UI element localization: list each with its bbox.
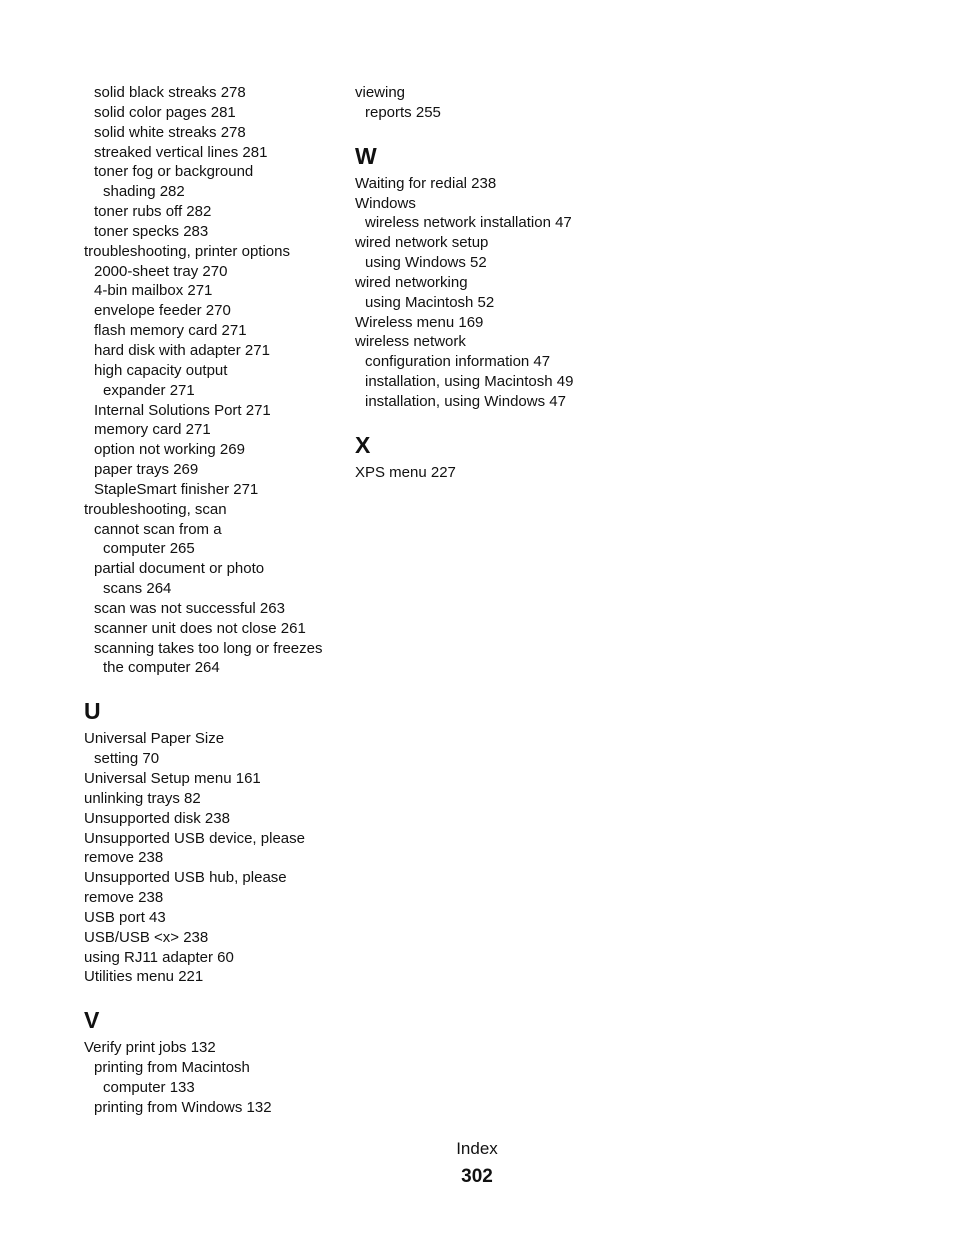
index-entry: Windows: [355, 194, 416, 212]
index-subentry: streaked vertical lines 281: [94, 143, 268, 161]
index-subentry: using Windows 52: [365, 254, 487, 272]
index-subentry: cannot scan from a: [94, 520, 222, 538]
index-subentry: partial document or photo: [94, 560, 265, 578]
index-subentry: shading 282: [103, 183, 185, 201]
index-entry: Verify print jobs 132: [84, 1039, 216, 1057]
index-entry: Unsupported USB hub, please: [84, 869, 287, 887]
index-entry: using RJ11 adapter 60: [84, 948, 234, 966]
index-subentry: 2000-sheet tray 270: [94, 262, 228, 280]
index-subentry: scanning takes too long or freezes: [94, 639, 323, 657]
index-subentry: high capacity output: [94, 361, 228, 379]
index-subentry: toner specks 283: [94, 222, 209, 240]
index-subentry: scans 264: [103, 580, 172, 598]
index-entry: Utilities menu 221: [84, 968, 204, 986]
index-subentry: solid white streaks 278: [94, 123, 246, 141]
index-left-column: [84, 83, 346, 1118]
index-entry: Unsupported USB device, please: [84, 829, 305, 847]
index-subentry: Internal Solutions Port 271: [94, 401, 271, 419]
index-section-letter: W: [355, 142, 377, 169]
index-entry: USB/USB <x> 238: [84, 928, 209, 946]
index-section-letter: X: [355, 431, 371, 458]
index-subentry: 4-bin mailbox 271: [94, 282, 213, 300]
index-section-letter: V: [84, 1007, 100, 1034]
index-entry: wireless network: [355, 333, 466, 351]
index-subentry: paper trays 269: [94, 461, 199, 479]
index-subentry: configuration information 47: [365, 353, 551, 371]
index-entry: Universal Setup menu 161: [84, 770, 261, 787]
index-subentry: hard disk with adapter 271: [94, 341, 270, 359]
index-subentry: computer 265: [103, 540, 195, 558]
index-subentry: expander 271: [103, 381, 195, 399]
index-entry: XPS menu 227: [355, 463, 456, 481]
footer-section-label: Index: [456, 1139, 498, 1158]
index-entry: Unsupported disk 238: [84, 809, 230, 827]
index-entry: unlinking trays 82: [84, 789, 201, 807]
index-subentry: toner rubs off 282: [94, 203, 212, 221]
index-subentry: setting 70: [94, 750, 160, 768]
index-subentry: scan was not successful 263: [94, 599, 285, 617]
index-entry: Universal Paper Size: [84, 730, 225, 748]
index-right-column: [355, 83, 635, 483]
index-entry: USB port 43: [84, 908, 166, 926]
index-subentry: printing from Windows 132: [94, 1098, 272, 1116]
index-subentry: reports 255: [365, 103, 441, 121]
index-subentry: solid color pages 281: [94, 103, 236, 121]
index-entry: wired networking: [355, 273, 468, 291]
index-subentry: wireless network installation 47: [365, 214, 572, 232]
index-subentry: installation, using Windows 47: [365, 392, 566, 410]
index-subentry: installation, using Macintosh 49: [365, 373, 574, 391]
index-subentry: computer 133: [103, 1078, 195, 1096]
index-entry: Waiting for redial 238: [355, 174, 497, 192]
index-entry: troubleshooting, scan: [84, 500, 227, 518]
index-subentry: scanner unit does not close 261: [94, 619, 306, 637]
index-section-letter: U: [84, 698, 101, 725]
index-subentry: flash memory card 271: [94, 322, 247, 340]
page-number: 302: [461, 1166, 493, 1187]
index-subentry: using Macintosh 52: [365, 293, 495, 311]
index-subentry: toner fog or background: [94, 163, 254, 181]
index-entry: Wireless menu 169: [355, 313, 484, 331]
index-entry: troubleshooting, printer options: [84, 242, 290, 260]
index-subentry: StapleSmart finisher 271: [94, 480, 259, 498]
index-subentry: envelope feeder 270: [94, 302, 231, 320]
index-entry: wired network setup: [355, 234, 489, 252]
index-entry: viewing: [355, 84, 406, 101]
index-entry: remove 238: [84, 849, 164, 867]
index-entry: remove 238: [84, 889, 164, 907]
index-subentry: memory card 271: [94, 421, 211, 439]
index-subentry: solid black streaks 278: [94, 84, 246, 101]
index-subentry: option not working 269: [94, 441, 245, 459]
index-subentry: printing from Macintosh: [94, 1059, 250, 1077]
index-subentry: the computer 264: [103, 659, 220, 677]
